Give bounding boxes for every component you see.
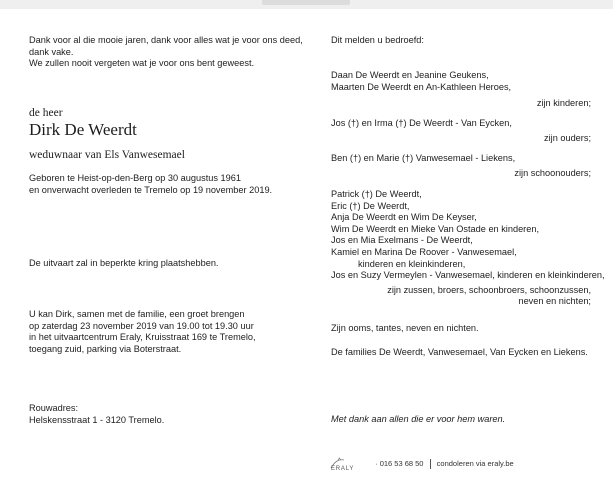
intro: Dit melden u bedroefd: bbox=[331, 35, 424, 45]
salutation: de heer bbox=[29, 107, 63, 119]
families-line: De families De Weerdt, Vanwesemael, Van Eycken en Liekens. bbox=[331, 347, 588, 357]
inlaws-line: Ben (†) en Marie (†) Vanwesemael - Liekens, bbox=[331, 153, 516, 163]
widower-of: weduwnaar van Els Vanwesemael bbox=[29, 149, 185, 161]
thanks-line: Dank voor al die mooie jaren, dank voor alles wat je voor ons deed, bbox=[29, 35, 303, 45]
mourning-address bbox=[29, 403, 319, 426]
footer: ERALY · 016 53 68 50 condoleren via eraly.be bbox=[331, 459, 514, 472]
sibling-line: Kamiel en Marina De Roover - Vanwesemael, bbox=[331, 246, 517, 257]
death-line: en onverwacht overleden te Tremelo op 19 november 2019. bbox=[29, 184, 273, 195]
sibling-line: kinderen en kleinkinderen, bbox=[358, 258, 466, 269]
birth-line: Geboren te Heist-op-den-Berg op 30 augustus 1961 bbox=[29, 173, 241, 183]
child-line: Maarten De Weerdt en An-Kathleen Heroes, bbox=[331, 81, 512, 92]
inlaws-label: zijn schoonouders; bbox=[514, 167, 591, 178]
divider bbox=[430, 459, 431, 469]
child-line: Daan De Weerdt en Jeanine Geukens, bbox=[331, 70, 489, 80]
uncles-line: Zijn ooms, tantes, neven en nichten. bbox=[331, 323, 479, 333]
deceased-name: Dirk De Weerdt bbox=[29, 120, 137, 139]
parents-label: zijn ouders; bbox=[544, 132, 591, 143]
greeting-line: U kan Dirk, samen met de familie, een groet brengen bbox=[29, 309, 245, 319]
phone: 016 53 68 50 bbox=[379, 459, 424, 468]
birth-death bbox=[29, 173, 319, 196]
thanks-line: dank vake. bbox=[29, 46, 74, 57]
top-bar bbox=[0, 0, 613, 9]
parents-block bbox=[331, 118, 591, 144]
inlaws-block bbox=[331, 153, 591, 179]
thanks-text bbox=[29, 35, 319, 70]
greeting-info bbox=[29, 309, 319, 355]
parents-line: Jos (†) en Irma (†) De Weerdt - Van Eycken, bbox=[331, 118, 512, 128]
sibling-line: Eric (†) De Weerdt, bbox=[331, 200, 410, 211]
thanks-all: Met dank aan allen die er voor hem waren. bbox=[331, 414, 506, 424]
sibling-line: Wim De Weerdt en Mieke Van Ostade en kinderen, bbox=[331, 223, 540, 234]
funeral-note bbox=[29, 258, 319, 270]
condolences-link[interactable]: condoleren via eraly.be bbox=[436, 459, 514, 468]
greeting-line: op zaterdag 23 november 2019 van 19.00 tot 19.30 uur bbox=[29, 320, 254, 331]
address-label: Rouwadres: bbox=[29, 403, 79, 413]
siblings-block bbox=[331, 189, 605, 308]
siblings-label: zijn zussen, broers, schoonbroers, schoonzussen, bbox=[387, 284, 591, 295]
eraly-logo bbox=[329, 457, 369, 471]
sibling-line: Jos en Mia Exelmans - De Weerdt, bbox=[331, 235, 473, 246]
thanks-line: We zullen nooit vergeten wat je voor ons bent geweest. bbox=[29, 58, 255, 69]
svg-text:ERALY: ERALY bbox=[331, 466, 355, 472]
top-bar-tab bbox=[262, 0, 350, 5]
eraly-logo-icon bbox=[329, 457, 369, 471]
sibling-line: Anja De Weerdt en Wim De Keyser, bbox=[331, 212, 477, 223]
siblings-label: neven en nichten; bbox=[518, 296, 591, 307]
sibling-line: Patrick (†) De Weerdt, bbox=[331, 189, 422, 199]
funeral-line: De uitvaart zal in beperkte kring plaatshebben. bbox=[29, 258, 219, 268]
children-label: zijn kinderen; bbox=[536, 98, 591, 109]
greeting-line: in het uitvaartcentrum Eraly, Kruisstraat 169 te Tremelo, bbox=[29, 332, 256, 343]
children-block bbox=[331, 70, 591, 110]
sibling-line: Jos en Suzy Vermeylen - Vanwesemael, kinderen en kleinkinderen, bbox=[331, 270, 605, 281]
greeting-line: toegang zuid, parking via Boterstraat. bbox=[29, 343, 182, 354]
address-line: Helskensstraat 1 - 3120 Tremelo. bbox=[29, 414, 165, 425]
